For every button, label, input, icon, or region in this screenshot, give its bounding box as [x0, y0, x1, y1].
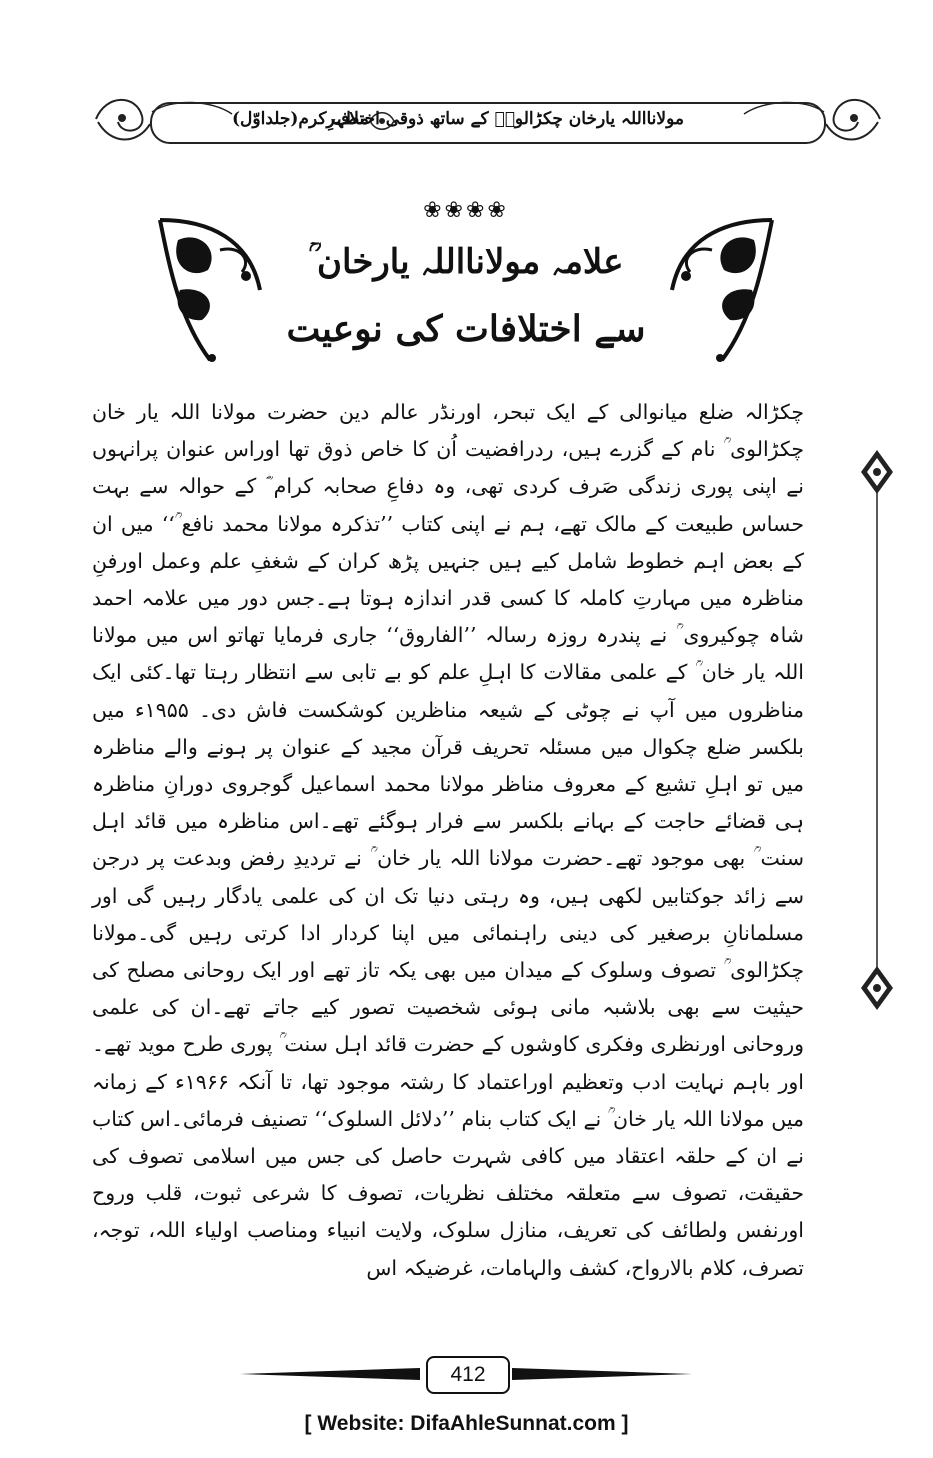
- website-footer: [ Website: DifaAhleSunnat.com ]: [304, 1412, 629, 1435]
- page-number-area: [240, 1354, 692, 1394]
- stars-ornament: ❀❀❀❀: [423, 198, 509, 223]
- chapter-title-block: [150, 198, 782, 374]
- chapter-title-line-2: سے اختلافات کی نوعیت: [286, 308, 646, 350]
- body-text: [92, 394, 804, 1334]
- body-paragraph: چکڑالہ ضلع میانوالی کے ایک تبحر، اورنڈر عالم دین حضرت مولانا اللہ یار خان چکڑالوی ؒ نام کے گزرے ہیں، ردرافضیت اُن کا خاص ذوق تھا اوراس عنوان پرانہوں نے اپنی پوری زندگی صَرف کردی تھی، وہ دفاعِ صحابہ کرام ؓ کے حوالہ سے بہت حساس طبیعت کے مالک تھے، ہم نے اپنی کتاب ’’تذکرہ مولانا محمد نافع ؒ‘‘ میں ان کے بعض اہم خطوط شامل کیے ہیں جنہیں پڑھ کران کے شغفِ علم وعمل اورفنِ مناظرہ میں مہارتِ کاملہ کا کسی قدر اندازہ ہوتا ہے۔جس دور میں علامہ احمد شاہ چوکیروی ؒ نے پندرہ روزہ رسالہ ’’الفاروق‘‘ جاری فرمایا تھاتو اس میں مولانا اللہ یار خان ؒ کے علمی مقالات کا اہلِ علم کو بے تابی سے انتظار رہتا تھا۔کئی ایک مناظروں میں آپ نے چوٹی کے شیعہ مناظرین کوشکست فاش دی۔ ۱۹۵۵ء میں بلکسر ضلع چکوال میں مسئلہ تحریف قرآن مجید کے عنوان پر ہونے والے مناظرہ میں تو اہلِ تشیع کے معروف مناظر مولانا محمد اسماعیل گوجروی دورانِ مناظرہ ہی قضائے حاجت کے بہانے بلکسر سے فرار ہوگئے تھے۔اس مناظرہ میں قائد اہل سنت ؒ بھی موجود تھے۔حضرت مولانا اللہ یار خان ؒ نے تردیدِ رفض وبدعت پر درجن سے زائد جوکتابیں لکھی ہیں، وہ رہتی دنیا تک ان کی علمی یادگار رہیں گی اور مسلمانانِ برصغیر کی دینی راہنمائی میں اپنا کردار ادا کرتی رہیں گی۔مولانا چکڑالوی ؒ تصوف وسلوک کے میدان میں بھی یکہ تاز تھے اور ایک روحانی مصلح کی حیثیت سے بھی بلاشبہ مانی ہوئی شخصیت تصور کیے جاتے تھے۔ان کی علمی وروحانی اورنظری وفکری کاوشوں کے حضرت قائد اہل سنت ؒ پوری طرح موید تھے۔اور باہم نہایت ادب وتعظیم اوراعتماد کا رشتہ موجود تھا، تا آنکہ ۱۹۶۶ء کے زمانہ میں مولانا اللہ یار خان ؒ نے ایک کتاب بنام ’’دلائل السلوک‘‘ تصنیف فرمائی۔اس کتاب نے ان کے حلقہ اعتقاد میں کافی شہرت حاصل کی جس میں اسلامی تصوف کی حقیقت، تصوف سے متعلقہ مختلف نظریات، تصوف کا شرعی ثبوت، قلب وروح اورنفس ولطائف کی تعریف، منازل سلوک، ولایت انبیاء ومناصب اولیاء اللہ، توجہ، تصرف، کلام بالارواح، کشف والہامات، غرضیکہ اس: [92, 400, 804, 1280]
- margin-ornament: [857, 430, 897, 1030]
- book-label: مظہرِکرم(جلداوّل): [232, 109, 369, 129]
- chapter-label: مولانااللہ یارخان چکڑالویؒ کے ساتھ ذوقی اختلاف: [331, 109, 684, 129]
- running-header: [92, 88, 884, 150]
- page-number: 412: [426, 1356, 510, 1394]
- chapter-title-line-1: علامہ مولانااللہ یارخان ؒ: [308, 242, 624, 282]
